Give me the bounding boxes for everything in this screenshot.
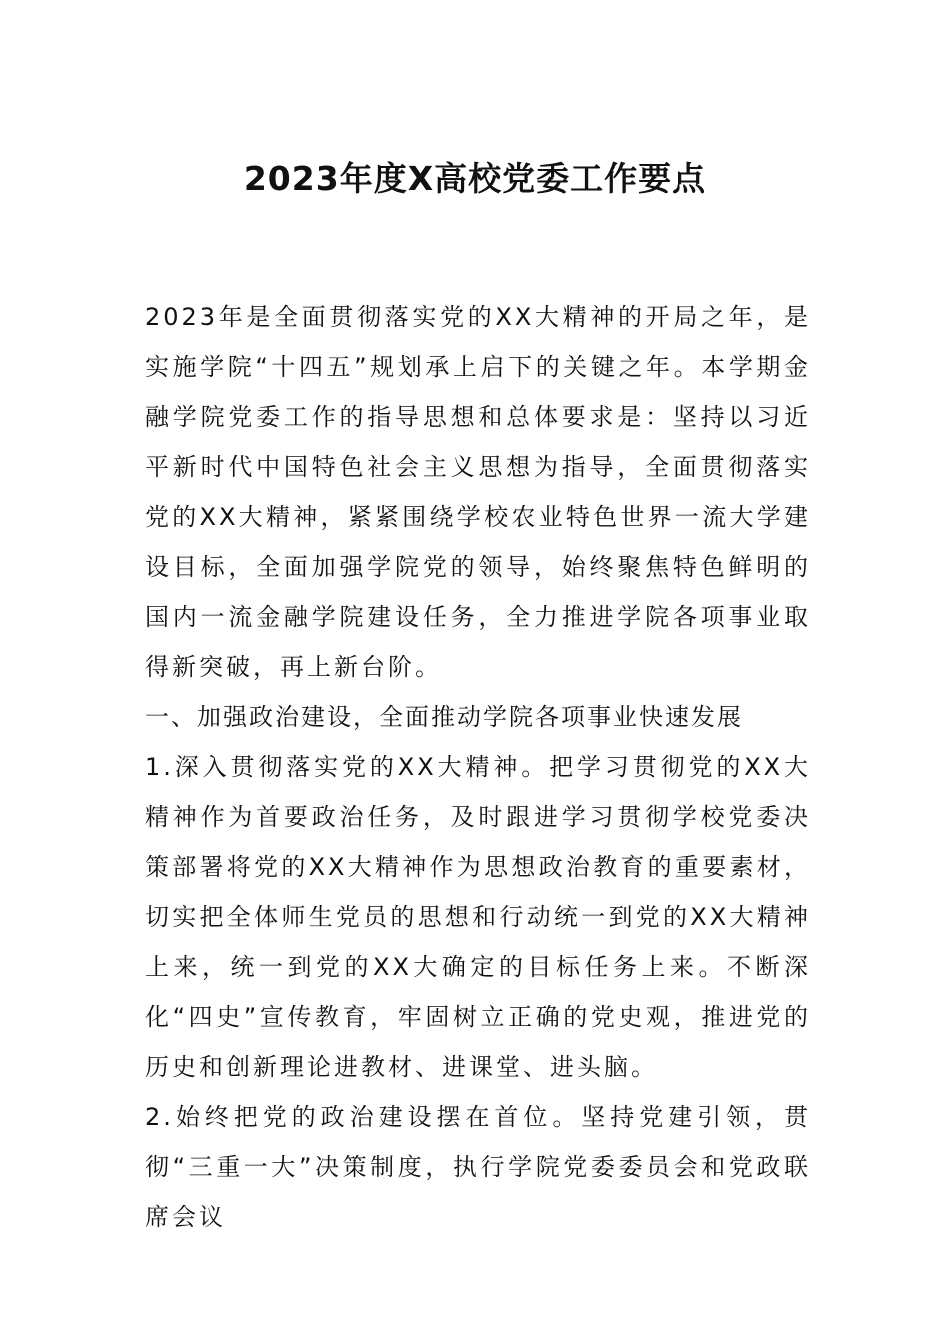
item-paragraph-2: 2.始终把党的政治建设摆在首位。坚持党建引领，贯彻“三重一大”决策制度，执行学院党委委员会和党政联席会议 <box>145 1103 811 1231</box>
item-paragraph-1: 1.深入贯彻落实党的XX大精神。把学习贯彻党的XX大精神作为首要政治任务，及时跟进学习贯彻学校党委决策部署将党的XX大精神作为思想政治教育的重要素材，切实把全体师生党员的思想和行动统一到党的XX大精神上来，统一到党的XX大确定的目标任务上来。不断深化“四史”宣传教育，牢固树立正确的党史观，推进党的历史和创新理论进教材、进课堂、进头脑。 <box>145 753 811 1081</box>
document-title: 2023年度X高校党委工作要点 <box>243 159 707 198</box>
intro-paragraph: 2023年是全面贯彻落实党的XX大精神的开局之年，是实施学院“十四五”规划承上启下的关键之年。本学期金融学院党委工作的指导思想和总体要求是：坚持以习近平新时代中国特色社会主义思想为指导，全面贯彻落实党的XX大精神，紧紧围绕学校农业特色世界一流大学建设目标，全面加强学院党的领导，始终聚焦特色鲜明的国内一流金融学院建设任务，全力推进学院各项事业取得新突破，再上新台阶。 <box>145 303 811 681</box>
document-body <box>145 292 811 1242</box>
section-heading-1: 一、加强政治建设，全面推动学院各项事业快速发展 <box>145 703 743 731</box>
